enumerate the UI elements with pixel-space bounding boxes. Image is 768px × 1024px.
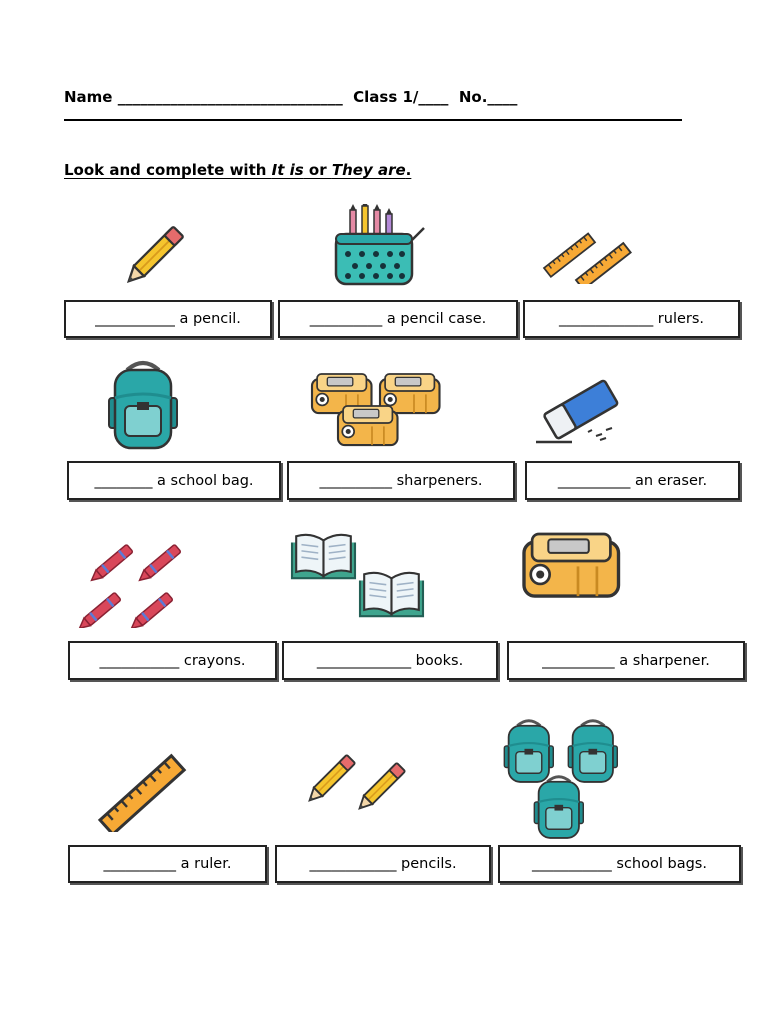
- answer-box-eraser[interactable]: __________ an eraser.: [525, 461, 740, 500]
- school-bag-icon: [100, 360, 190, 452]
- instruction-they-are: They are: [331, 161, 406, 179]
- answer-box-school-bags[interactable]: ___________ school bags.: [498, 845, 741, 883]
- answer-box-ruler[interactable]: __________ a ruler.: [68, 845, 267, 883]
- pencils-icon: [296, 748, 422, 814]
- ruler-icon: [90, 740, 194, 832]
- instruction-it-is: It is: [271, 161, 304, 179]
- answer-box-pencils[interactable]: ____________ pencils.: [275, 845, 491, 883]
- answer-box-books[interactable]: _____________ books.: [282, 641, 498, 680]
- answer-box-school-bag[interactable]: ________ a school bag.: [67, 461, 281, 500]
- answer-box-rulers[interactable]: _____________ rulers.: [523, 300, 740, 338]
- crayons-icon: [72, 528, 184, 628]
- instruction-part: .: [405, 161, 412, 179]
- answer-box-pencil[interactable]: ___________ a pencil.: [64, 300, 272, 338]
- instruction-text: [64, 161, 411, 179]
- pencil-case-icon: [330, 204, 430, 290]
- answer-box-pencil-case[interactable]: __________ a pencil case.: [278, 300, 518, 338]
- sharpener-icon: [520, 530, 624, 606]
- answer-box-sharpener[interactable]: __________ a sharpener.: [507, 641, 745, 680]
- rulers-icon: [538, 224, 634, 284]
- answer-box-crayons[interactable]: ___________ crayons.: [68, 641, 277, 680]
- instruction-part: Look and complete with: [64, 161, 272, 179]
- header-divider: [64, 119, 682, 121]
- books-icon: [288, 528, 428, 618]
- pencil-icon: [108, 212, 198, 296]
- sharpeners-icon: [310, 372, 446, 448]
- answer-box-sharpeners[interactable]: __________ sharpeners.: [287, 461, 515, 500]
- worksheet-header: Name ______________________________ Class 1/____ No.____: [64, 88, 518, 106]
- school-bags-icon: [500, 718, 630, 842]
- eraser-icon: [532, 370, 628, 448]
- instruction-part: or: [303, 161, 332, 179]
